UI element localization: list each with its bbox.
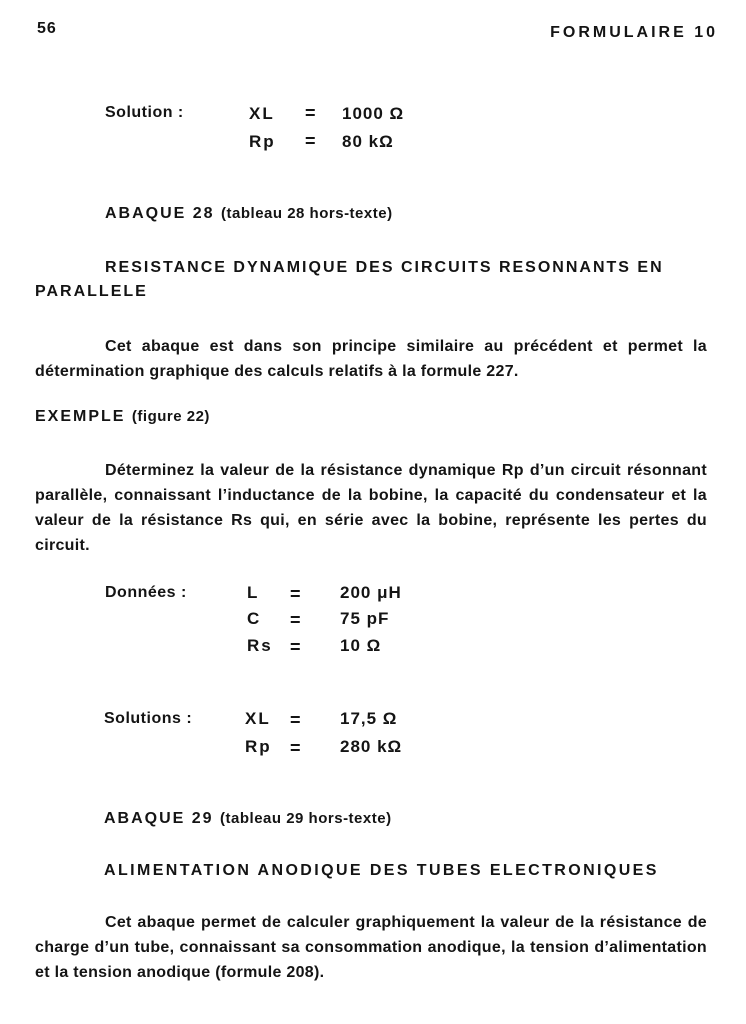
abaque-29-label: ABAQUE 29 bbox=[104, 810, 214, 827]
abaque-28-paragraph bbox=[35, 334, 707, 384]
abaque-29-ref: (tableau 29 hors-texte) bbox=[220, 810, 392, 827]
solution-equals-rp: = bbox=[305, 131, 316, 151]
abaque-29-paragraph-text: Cet abaque permet de calculer graphiquement la valeur de la résistance de charge d’un tube, connaissant sa consommation anodique, la tension d’alimentation et la tension anodique (formule 208). bbox=[35, 914, 707, 981]
example-heading bbox=[35, 408, 210, 426]
abaque-28-label: ABAQUE 28 bbox=[105, 205, 215, 222]
solutions-equals-xl: = bbox=[290, 710, 301, 730]
abaque-28-title-line2: PARALLELE bbox=[35, 283, 148, 300]
abaque-28-paragraph-text: Cet abaque est dans son principe similaire au précédent et permet la détermination graphique des calculs relatifs à la formule 227. bbox=[35, 338, 707, 380]
solution-value-xl: 1000 Ω bbox=[342, 104, 405, 123]
example-paragraph-text: Déterminez la valeur de la résistance dynamique Rp d’un circuit résonnant parallèle, connaissant l’inductance de la bobine, la capacité du condensateur et la valeur de la résistance Rs qui, en série avec la bobine, représente les pertes du circuit. bbox=[35, 462, 707, 554]
donnees-label: Données : bbox=[105, 584, 187, 601]
solution-value-rp: 80 kΩ bbox=[342, 132, 394, 151]
donnees-symbol-c: C bbox=[247, 609, 262, 628]
donnees-equals-l: = bbox=[290, 584, 301, 604]
solution-symbol-rp: Rp bbox=[249, 132, 276, 151]
solution-equals-xl: = bbox=[305, 103, 316, 123]
abaque-28-ref: (tableau 28 hors-texte) bbox=[221, 205, 393, 222]
donnees-equals-rs: = bbox=[290, 637, 301, 657]
solution-label: Solution : bbox=[105, 104, 184, 121]
page-number: 56 bbox=[37, 20, 57, 37]
donnees-value-l: 200 μH bbox=[340, 583, 402, 602]
solutions-symbol-xl: XL bbox=[245, 709, 271, 728]
solutions-value-xl: 17,5 Ω bbox=[340, 709, 398, 728]
solutions-symbol-rp: Rp bbox=[245, 737, 272, 756]
solutions-equals-rp: = bbox=[290, 738, 301, 758]
example-label: EXEMPLE bbox=[35, 408, 126, 425]
donnees-symbol-rs: Rs bbox=[247, 636, 273, 655]
donnees-value-rs: 10 Ω bbox=[340, 636, 382, 655]
solutions-value-rp: 280 kΩ bbox=[340, 737, 403, 756]
running-title: FORMULAIRE 10 bbox=[550, 24, 718, 41]
donnees-value-c: 75 pF bbox=[340, 609, 390, 628]
example-ref: (figure 22) bbox=[131, 408, 210, 425]
abaque-29-paragraph bbox=[35, 910, 707, 985]
donnees-equals-c: = bbox=[290, 610, 301, 630]
abaque-28-heading bbox=[105, 205, 393, 223]
donnees-symbol-l: L bbox=[247, 583, 260, 602]
solution-symbol-xl: XL bbox=[249, 104, 275, 123]
abaque-29-title: ALIMENTATION ANODIQUE DES TUBES ELECTRONIQUES bbox=[104, 862, 659, 879]
example-paragraph bbox=[35, 458, 707, 558]
abaque-29-heading bbox=[104, 810, 392, 828]
solutions-label: Solutions : bbox=[104, 710, 193, 727]
abaque-28-title-line1: RESISTANCE DYNAMIQUE DES CIRCUITS RESONNANTS EN bbox=[105, 259, 664, 276]
